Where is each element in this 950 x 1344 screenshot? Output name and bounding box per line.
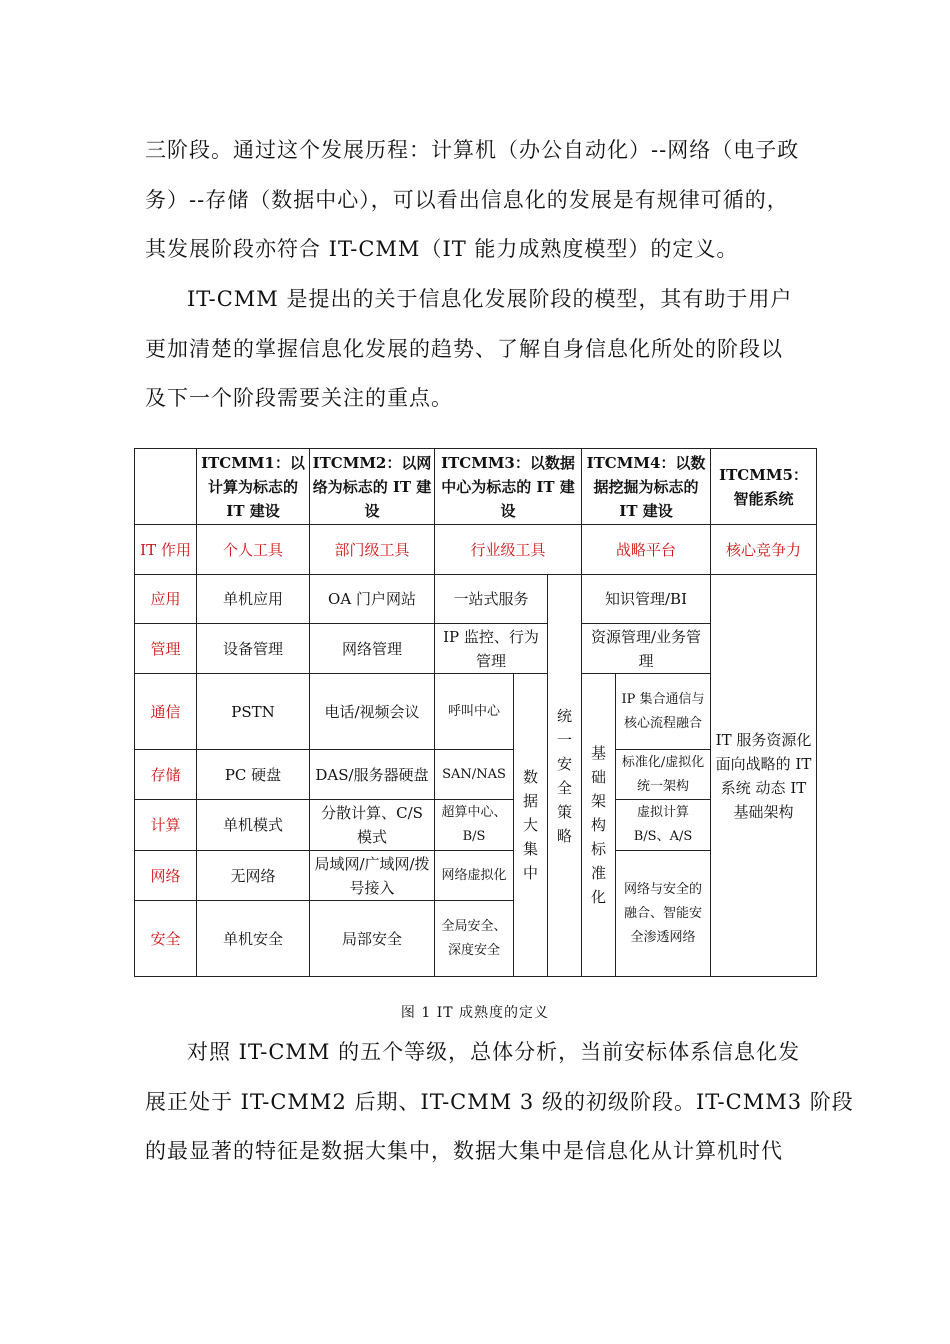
table-cell: 标准化/虚拟化统一架构: [616, 750, 711, 800]
text-line: 及下一个阶段需要关注的重点。: [145, 386, 453, 410]
it-role-cell: 行业级工具: [435, 525, 582, 575]
paragraph-analysis: [145, 1028, 854, 1177]
table-header-row: [135, 449, 817, 525]
row-label: 网络: [135, 851, 197, 901]
table-cell: 局部安全: [310, 901, 435, 977]
table-cell: 虚拟计算 B/S、A/S: [616, 800, 711, 851]
text-line: 的最显著的特征是数据大集中，数据大集中是信息化从计算机时代: [145, 1139, 783, 1163]
row-label: 应用: [135, 575, 197, 624]
table-cell: 网络与安全的融合、智能安全渗透网络: [616, 851, 711, 977]
table-cell: 网络管理: [310, 624, 435, 674]
table-cell: 无网络: [197, 851, 310, 901]
itcmm5-detail-cell: [711, 575, 817, 977]
it-role-cell: 战略平台: [582, 525, 711, 575]
header-itcmm4: ITCMM4：以数据挖掘为标志的 IT 建设: [582, 449, 711, 525]
it-role-cell: 个人工具: [197, 525, 310, 575]
table-cell: 超算中心、B/S: [435, 800, 514, 851]
header-empty-cell: [135, 449, 197, 525]
table-cell: OA 门户网站: [310, 575, 435, 624]
table-cell: 单机应用: [197, 575, 310, 624]
figure-caption: 图 1 IT 成熟度的定义: [400, 1005, 550, 1021]
text-line: 务）--存储（数据中心），可以看出信息化的发展是有规律可循的，: [145, 187, 789, 212]
table-cell: 分散计算、C/S 模式: [310, 800, 435, 851]
header-itcmm2: ITCMM2：以网络为标志的 IT 建设: [310, 449, 435, 525]
row-label: 安全: [135, 901, 197, 977]
itcmm5-detail-text: IT 服务资源化 面向战略的 IT 系统 动态 IT 基础架构: [715, 730, 812, 821]
infra-standardization-cell: [582, 674, 616, 977]
it-role-cell: 部门级工具: [310, 525, 435, 575]
table-cell: 单机模式: [197, 800, 310, 851]
it-role-cell: 核心竞争力: [711, 525, 817, 575]
table-cell: 全局安全、深度安全: [435, 901, 514, 977]
text-line: IT-CMM 是提出的关于信息化发展阶段的模型，其有助于用户: [187, 287, 793, 311]
table-cell: 资源管理/业务管理: [582, 624, 711, 674]
table-cell: 一站式服务: [435, 575, 548, 624]
row-label: 计算: [135, 800, 197, 851]
table-cell: SAN/NAS: [435, 750, 514, 800]
text-line: 更加清楚的掌握信息化发展的趋势、了解自身信息化所处的阶段以: [145, 336, 783, 361]
table-cell: 单机安全: [197, 901, 310, 977]
table-cell: 局域网/广域网/拨号接入: [310, 851, 435, 901]
row-label: 管理: [135, 624, 197, 674]
row-label: 通信: [135, 674, 197, 750]
table-cell: PC 硬盘: [197, 750, 310, 800]
vertical-text: 基 础 架 构 标 准 化: [590, 744, 606, 906]
table-cell: 呼叫中心: [435, 674, 514, 750]
text-line: 三阶段。通过这个发展历程：计算机（办公自动化）--网络（电子政: [145, 138, 800, 162]
text-line: 展正处于 IT-CMM2 后期、IT-CMM 3 级的初级阶段。IT-CMM3 阶段: [145, 1089, 854, 1114]
table-row-it-role: [135, 525, 817, 575]
table-cell: DAS/服务器硬盘: [310, 750, 435, 800]
vertical-text: 数 据 大 集 中: [522, 768, 538, 882]
table-cell: 知识管理/BI: [582, 575, 711, 624]
text-line: 其发展阶段亦符合 IT-CMM（IT 能力成熟度模型）的定义。: [145, 237, 739, 261]
text-line: 对照 IT-CMM 的五个等级，总体分析，当前安标体系信息化发: [187, 1040, 801, 1064]
row-label-it-role: IT 作用: [135, 525, 197, 575]
header-itcmm1: ITCMM1：以计算为标志的 IT 建设: [197, 449, 310, 525]
data-centralization-cell: [514, 674, 548, 977]
table-cell: 电话/视频会议: [310, 674, 435, 750]
itcmm-table: [134, 448, 817, 977]
unified-security-cell: [548, 575, 582, 977]
table-cell: 设备管理: [197, 624, 310, 674]
paragraph-itcmm: [145, 275, 810, 424]
table-cell: PSTN: [197, 674, 310, 750]
row-label: 存储: [135, 750, 197, 800]
header-itcmm5: ITCMM5：智能系统: [711, 449, 817, 525]
table-cell: IP 监控、行为管理: [435, 624, 548, 674]
paragraph-intro: [145, 126, 810, 275]
header-itcmm3: ITCMM3：以数据中心为标志的 IT 建设: [435, 449, 582, 525]
table-cell: 网络虚拟化: [435, 851, 514, 901]
table-cell: IP 集合通信与核心流程融合: [616, 674, 711, 750]
vertical-text: 统 一 安 全 策 略: [556, 706, 572, 845]
table-row: [135, 575, 817, 624]
